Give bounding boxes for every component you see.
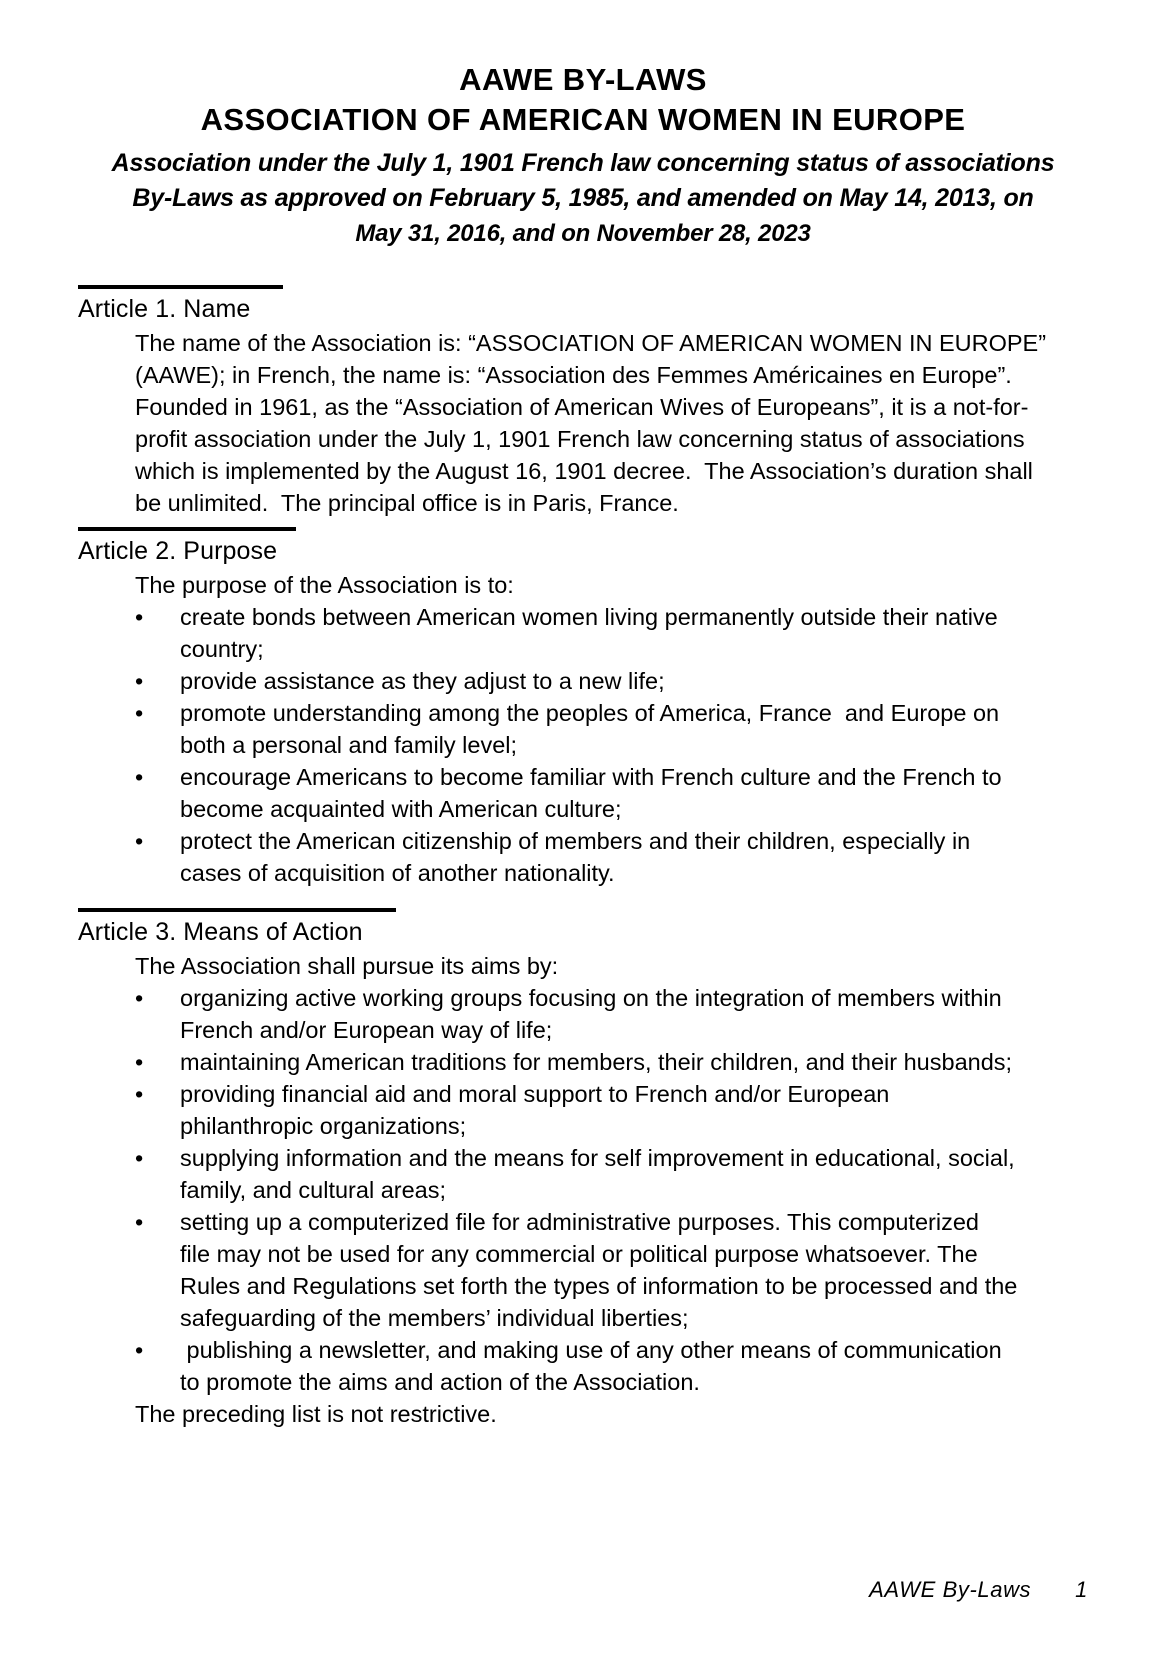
article-bullet-list [78, 982, 1088, 1398]
article-intro-line: The purpose of the Association is to: [135, 572, 514, 598]
bullet-item [135, 982, 1088, 1046]
bullet-line: encourage Americans to become familiar with French culture and the French to [180, 764, 1002, 790]
bullet-item [135, 697, 1088, 761]
bullet-item [135, 1334, 1088, 1398]
article-intro-line: The Association shall pursue its aims by: [135, 953, 559, 979]
bullet-line: setting up a computerized file for administrative purposes. This computerized [180, 1209, 979, 1235]
article-rule [78, 527, 296, 531]
bullet-line: supplying information and the means for self improvement in educational, social, [180, 1145, 1015, 1171]
footer-document-label: AAWE By-Laws [869, 1577, 1032, 1602]
bullet-item [135, 761, 1088, 825]
subtitle-line-1: Association under the July 1, 1901 French law concerning status of associations [111, 149, 1055, 177]
bullet-line: cases of acquisition of another nationality. [180, 860, 615, 886]
bullet-line: become acquainted with American culture; [180, 796, 622, 822]
bullet-item [135, 1142, 1088, 1206]
bullet-line: providing financial aid and moral support to French and/or European [180, 1081, 890, 1107]
bullet-item [135, 665, 1088, 697]
bullet-dot-icon: • [135, 1209, 144, 1235]
bullet-dot-icon: • [135, 1049, 144, 1075]
bullet-dot-icon: • [135, 1145, 144, 1171]
bullet-item [135, 1078, 1088, 1142]
page-footer [78, 1576, 1088, 1604]
document-title-line-2: ASSOCIATION OF AMERICAN WOMEN IN EUROPE [200, 102, 966, 137]
bullet-line: provide assistance as they adjust to a new life; [180, 668, 665, 694]
bullet-item [135, 825, 1088, 889]
paragraph-line: Founded in 1961, as the “Association of American Wives of Europeans”, it is a not-for- [135, 394, 1029, 420]
article-bullet-list [78, 601, 1088, 889]
bullet-dot-icon: • [135, 1337, 144, 1363]
article-name [78, 285, 1088, 519]
paragraph-line: profit association under the July 1, 1901 French law concerning status of associations [135, 426, 1025, 452]
subtitle-line-2: By-Laws as approved on February 5, 1985, and amended on May 14, 2013, on [132, 184, 1034, 212]
paragraph-line: (AAWE); in French, the name is: “Association des Femmes Américaines en Europe”. [135, 362, 1012, 388]
bullet-line: both a personal and family level; [180, 732, 518, 758]
document-subtitle [78, 146, 1088, 251]
bullet-dot-icon: • [135, 1081, 144, 1107]
bullet-dot-icon: • [135, 828, 144, 854]
article-paragraph [135, 327, 1088, 519]
bullet-line: philanthropic organizations; [180, 1113, 467, 1139]
bullet-dot-icon: • [135, 985, 144, 1011]
paragraph-line: The name of the Association is: “ASSOCIATION OF AMERICAN WOMEN IN EUROPE” [135, 330, 1047, 356]
bullet-line: protect the American citizenship of members and their children, especially in [180, 828, 971, 854]
article-means-of-action [78, 908, 1088, 1430]
paragraph-line: be unlimited. The principal office is in Paris, France. [135, 490, 679, 516]
bullet-line: country; [180, 636, 264, 662]
article-heading: Article 3. Means of Action [78, 918, 363, 946]
bullet-line: safeguarding of the members’ individual liberties; [180, 1305, 689, 1331]
article-closing-line: The preceding list is not restrictive. [135, 1401, 497, 1427]
bullet-line: organizing active working groups focusing on the integration of members within [180, 985, 1002, 1011]
bullet-line: publishing a newsletter, and making use of any other means of communication [180, 1337, 1002, 1363]
article-purpose [78, 527, 1088, 889]
bullet-line: family, and cultural areas; [180, 1177, 447, 1203]
bullet-item [135, 1046, 1088, 1078]
bullet-line: promote understanding among the peoples of America, France and Europe on [180, 700, 1000, 726]
paragraph-line: which is implemented by the August 16, 1901 decree. The Association’s duration shall [135, 458, 1033, 484]
bullet-dot-icon: • [135, 700, 144, 726]
article-heading: Article 1. Name [78, 295, 251, 323]
article-heading: Article 2. Purpose [78, 537, 278, 565]
subtitle-line-3: May 31, 2016, and on November 28, 2023 [355, 220, 811, 247]
bullet-line: to promote the aims and action of the Association. [180, 1369, 700, 1395]
bullet-line: Rules and Regulations set forth the types of information to be processed and the [180, 1273, 1018, 1299]
bullet-line: French and/or European way of life; [180, 1017, 553, 1043]
article-rule [78, 908, 396, 912]
footer-page-number: 1 [1075, 1577, 1088, 1602]
document-title-line-1: AAWE BY-LAWS [459, 62, 707, 97]
bullet-item [135, 601, 1088, 665]
bullet-dot-icon: • [135, 604, 144, 630]
bullet-line: file may not be used for any commercial or political purpose whatsoever. The [180, 1241, 978, 1267]
bullet-line: maintaining American traditions for members, their children, and their husbands; [180, 1049, 1013, 1075]
document-header [78, 60, 1088, 251]
article-rule [78, 285, 283, 289]
bullet-dot-icon: • [135, 764, 144, 790]
bullet-dot-icon: • [135, 668, 144, 694]
bullet-line: create bonds between American women living permanently outside their native [180, 604, 998, 630]
bullet-item [135, 1206, 1088, 1334]
